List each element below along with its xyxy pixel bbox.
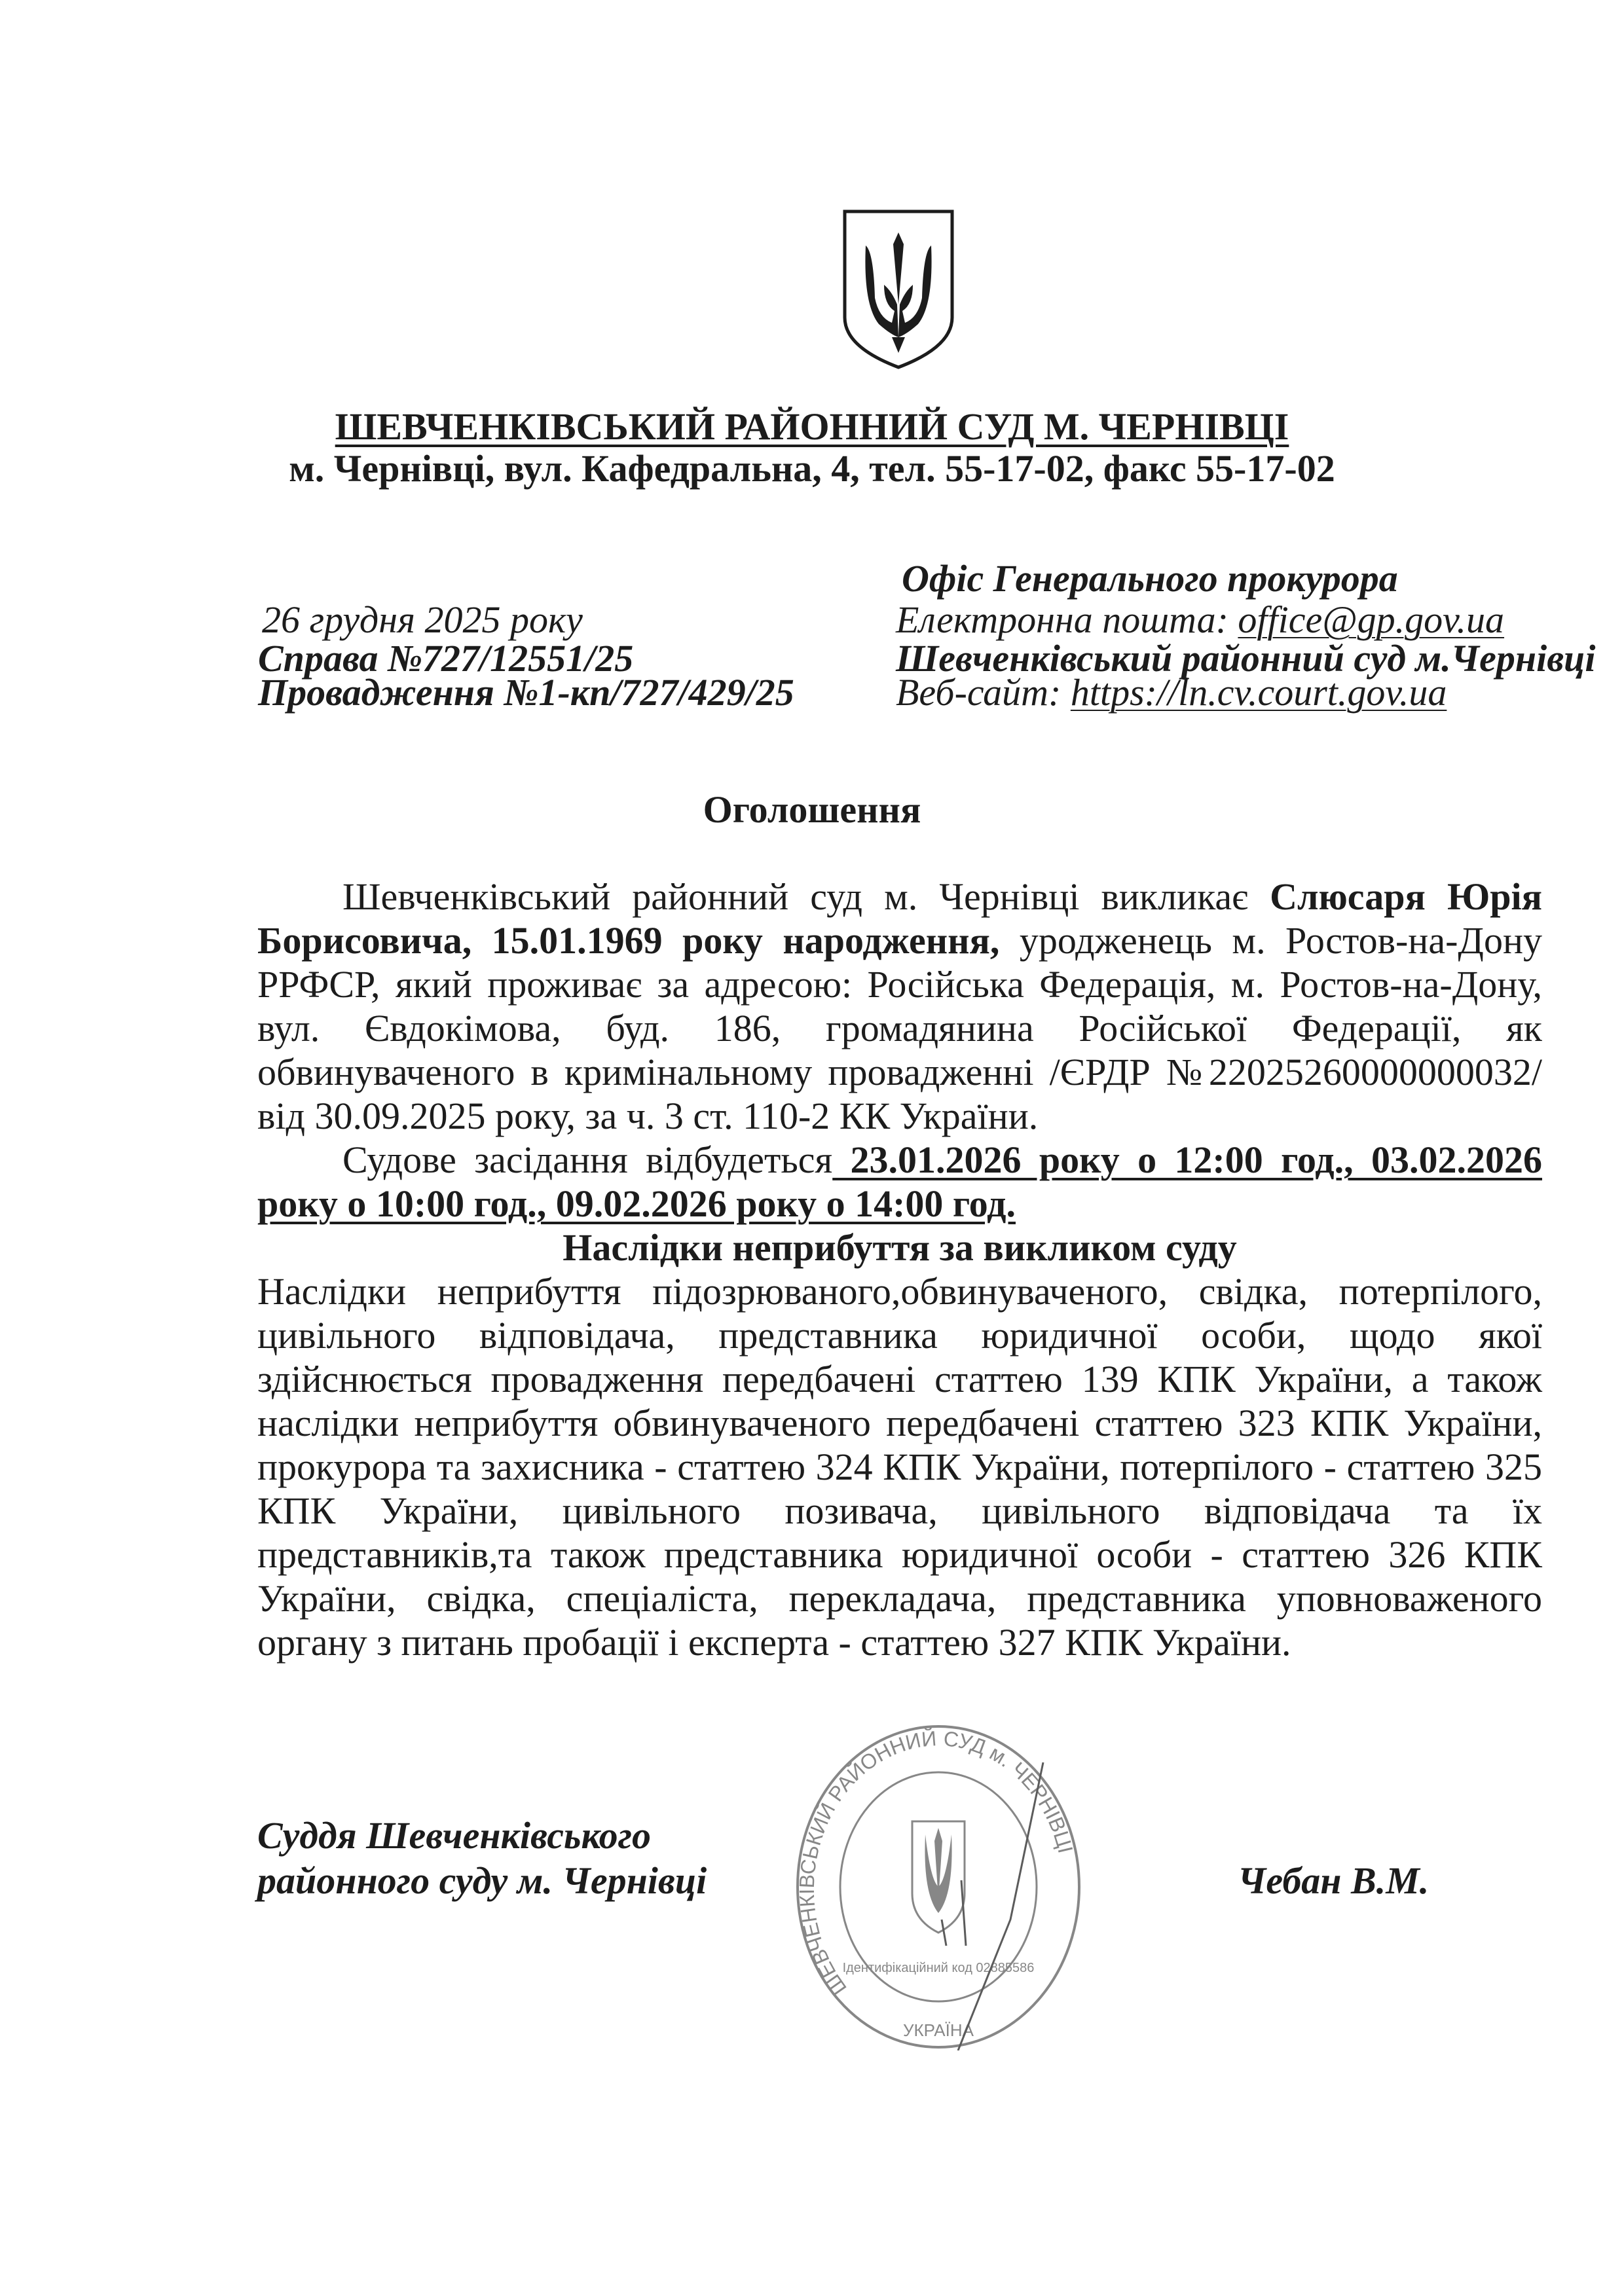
consequences-title: Наслідки неприбуття за викликом суду — [563, 1226, 1237, 1269]
coat-of-arms-emblem — [840, 206, 957, 371]
case-number: Справа №727/12551/25 — [258, 637, 634, 680]
judge-position-line2: районного суду м. Чернівці — [257, 1859, 707, 1902]
main-content — [257, 875, 1542, 2064]
email-link[interactable]: office@gp.gov.ua — [1238, 598, 1505, 641]
consequences-text: Наслідки неприбуття підозрюваного,обвинуваченого, свідка, потерпілого, цивільного відповідача, представника юридичної особи, щодо якої здійснюється провадження передбачені статтею 139 КПК України, а також наслідки неприбуття обвинуваченого передбачені статтею 323 КПК України, прокурора та захисника - статтею 324 КПК України, потерпілого - статтею 325 КПК України, цивільного позивача, цивільного відповідача та їх представників,та також представника юридичної особи - статтею 326 КПК України, свідка, спеціаліста, перекладача, представника уповноваженого органу з питань пробації і експерта - статтею 327 КПК України. — [257, 1270, 1542, 1664]
website-link[interactable]: https://ln.cv.court.gov.ua — [1070, 671, 1447, 714]
court-line: Шевченківський районний суд м.Чернівці — [896, 637, 1596, 680]
stamp-inner-text: Ідентифікаційний код 02885586 — [842, 1961, 1035, 1975]
judge-name: Чебан В.М. — [1238, 1859, 1430, 1902]
stamp-outer-text: ШЕВЧЕНКІВСЬКИЙ РАЙОННИЙ СУД м. ЧЕРНІВЦІ — [794, 1726, 1078, 2000]
court-address: м. Чернівці, вул. Кафедральна, 4, тел. 55-17-02, факс 55-17-02 — [289, 447, 1335, 490]
summons-text: Шевченківський районний суд м. Чернівці викликає — [342, 875, 1270, 918]
email-line — [896, 598, 1504, 642]
hearing-text: Судове засідання відбудеться — [342, 1139, 833, 1181]
defendant-name: Слюсаря Юрія Борисовича, 15.01.1969 року народження, — [257, 875, 1542, 962]
trident-icon — [840, 206, 957, 371]
website-line — [896, 670, 1447, 714]
court-name-heading: ШЕВЧЕНКІВСЬКИЙ РАЙОННИЙ СУД М. ЧЕРНІВЦІ — [335, 405, 1289, 448]
hearing-paragraph — [257, 1138, 1542, 1226]
signature-block — [257, 1723, 1542, 2064]
stamp-bottom-text: УКРАЇНА — [903, 2020, 974, 2040]
court-seal-stamp — [794, 1723, 1082, 2050]
email-label: Електронна пошта: — [896, 598, 1238, 641]
handwritten-signature — [942, 1762, 1043, 2050]
summons-details: уродженець м. Ростов-на-Дону РРФСР, який проживає за адресою: Російська Федерація, м. Ростов-на-Дону, вул. Євдокімова, буд. 186, громадянина Російської Федерації, як обвинуваченого в кримінальному провадженні /ЄРДР №22025260000000032/ від 30.09.2025 року, за ч. 3 ст. 110-2 КК України. — [257, 919, 1542, 1137]
judge-position-line1: Суддя Шевченківського — [257, 1814, 652, 1857]
document-date: 26 грудня 2025 року — [262, 598, 583, 641]
proceeding-number: Провадження №1-кп/727/429/25 — [258, 671, 794, 714]
announcement-body — [257, 875, 1542, 1664]
website-label: Веб-сайт: — [896, 671, 1071, 714]
announcement-title: Оголошення — [703, 788, 921, 831]
recipient: Офіс Генерального прокурора — [902, 557, 1398, 600]
hearing-dates: 23.01.2026 року о 12:00 год., 03.02.2026 року о 10:00 год., 09.02.2026 року о 14:00 год. — [257, 1139, 1542, 1225]
summons-paragraph — [257, 875, 1542, 1138]
